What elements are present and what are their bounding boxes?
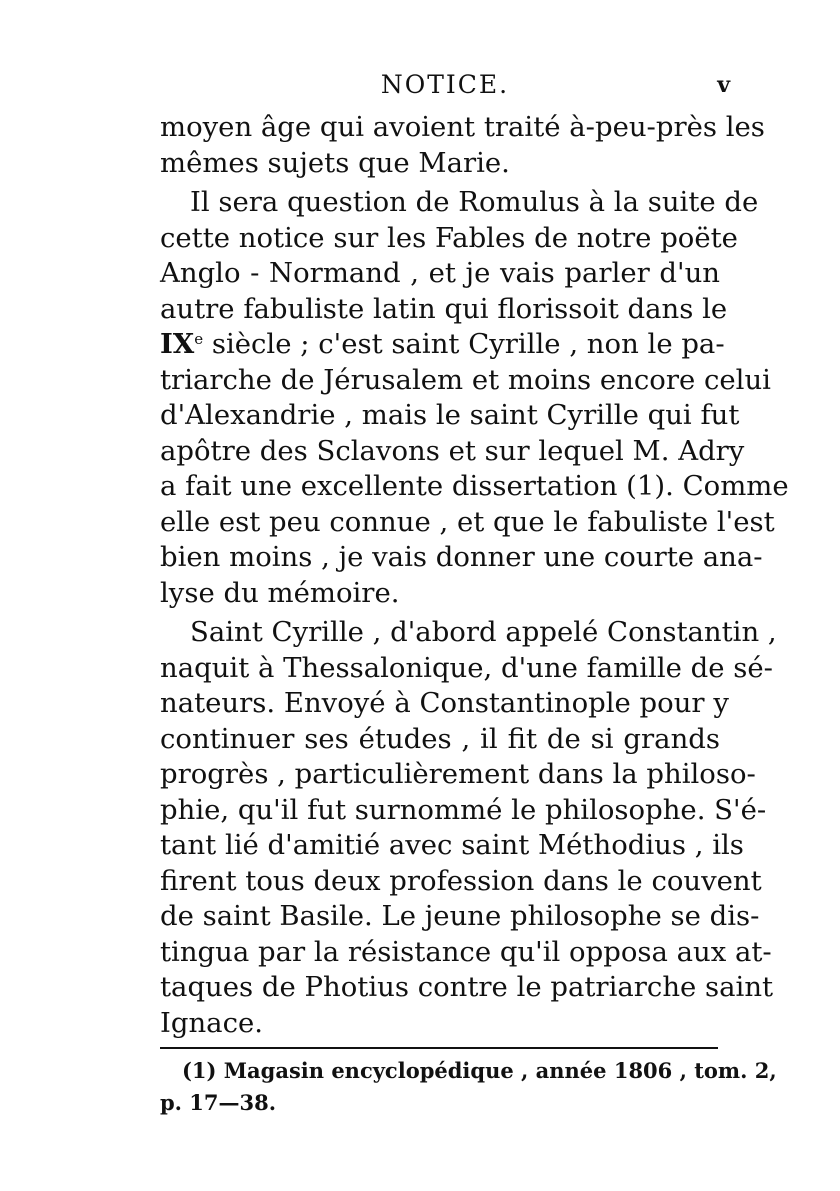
text-line: autre fabuliste latin qui florissoit dans le — [160, 292, 728, 325]
text-line: Ignace. — [160, 1006, 263, 1039]
century-suffix: e — [194, 330, 204, 348]
text-line: tingua par la résistance qu'il opposa aux at- — [160, 935, 772, 968]
text-line: de saint Basile. Le jeune philosophe se dis- — [160, 900, 760, 932]
text-line: elle est peu connue , et que le fabuliste l'est — [160, 505, 775, 538]
text-line: naquit à Thessalonique, d'une famille de sé- — [160, 651, 773, 684]
text-line: tant lié d'amitié avec saint Méthodius , ils — [160, 829, 744, 861]
footnote — [160, 1055, 777, 1119]
text-line: a fait une excellente dissertation (1). Comme — [160, 470, 789, 502]
text-line: triarche de Jérusalem et moins encore celui — [160, 363, 771, 396]
text-line: nateurs. Envoyé à Constantinople pour y — [160, 687, 729, 719]
footnote-line: p. 17—38. — [160, 1090, 277, 1115]
page-number: v — [717, 72, 730, 98]
running-head — [160, 70, 730, 110]
text-line: lyse du mémoire. — [160, 576, 400, 609]
text-line: phie, qu'il fut surnommé le philosophe. S'é- — [160, 793, 767, 826]
text-line: Saint Cyrille , d'abord appelé Constantin , — [190, 616, 777, 648]
running-title: NOTICE. — [380, 70, 510, 99]
text-line: d'Alexandrie , mais le saint Cyrille qui fut — [160, 399, 740, 431]
text-line: taques de Photius contre le patriarche saint — [160, 971, 774, 1003]
footnote-line: (1) Magasin encyclopédique , année 1806 , tom. 2, — [182, 1058, 777, 1083]
text-line: cette notice sur les Fables de notre poëte — [160, 221, 738, 254]
century-numeral: IX — [160, 328, 195, 360]
text-line: bien moins , je vais donner une courte ana- — [160, 541, 763, 573]
text-line: moyen âge qui avoient traité à-peu-près les — [160, 111, 765, 143]
text-line: apôtre des Sclavons et sur lequel M. Adry — [160, 434, 745, 467]
text-line: continuer ses études , il fit de si grands — [160, 722, 720, 755]
body-text — [160, 110, 789, 1041]
text-line-rest: siècle ; c'est saint Cyrille , non le pa- — [211, 328, 725, 360]
footnote-rule — [160, 1047, 718, 1049]
text-line: progrès , particulièrement dans la philoso- — [160, 758, 756, 790]
text-line: firent tous deux profession dans le couvent — [160, 864, 762, 897]
text-line: Il sera question de Romulus à la suite de — [190, 186, 759, 218]
text-line-century — [160, 327, 725, 363]
text-line: mêmes sujets que Marie. — [160, 146, 510, 179]
text-line: Anglo - Normand , et je vais parler d'un — [160, 257, 720, 289]
